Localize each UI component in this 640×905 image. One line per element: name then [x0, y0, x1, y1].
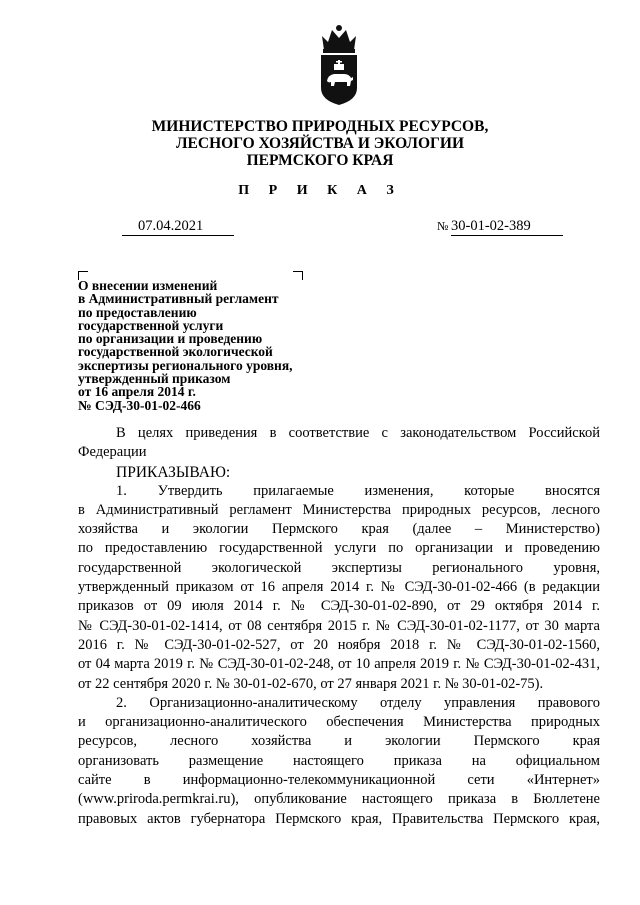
subject-line: по предоставлению: [78, 304, 197, 320]
paragraph-1-line: № СЭД-30-01-02-1414, от 08 сентября 2015 г. № СЭД-30-01-02-1177, от 30 марта: [78, 617, 600, 634]
subject-line: в Административный регламент: [78, 291, 279, 307]
perm-krai-coat-of-arms-icon: [318, 24, 360, 106]
subject-line: государственной услуги: [78, 317, 224, 333]
paragraph-1-line: 1. Утвердить прилагаемые изменения, которые вносятся: [116, 482, 600, 499]
subject-line: по организации и проведению: [78, 331, 263, 347]
paragraph-1-line: от 04 марта 2019 г. № СЭД-30-01-02-248, от 10 апреля 2019 г. № СЭД-30-01-02-431,: [78, 656, 600, 673]
paragraph-1-line: 2016 г. № СЭД-30-01-02-527, от 20 ноября 2018 г. № СЭД-30-01-02-1560,: [78, 636, 600, 653]
subject-line: О внесении изменений: [78, 278, 218, 293]
order-subject: [78, 279, 328, 412]
document-type-title: П Р И К А З: [238, 183, 402, 198]
paragraph-1-line: государственной экологической экспертизы регионального уровня,: [78, 559, 600, 576]
paragraph-1-line: по предоставлению государственной услуги по организации и проведению: [78, 540, 600, 557]
order-number: 30-01-02-389: [451, 217, 563, 236]
paragraph-2-line: (www.priroda.permkrai.ru), опубликование настоящего приказа в Бюллетене: [78, 791, 600, 808]
paragraph-2-line: и организационно-аналитического обеспечения Министерства природных: [78, 714, 600, 731]
order-number-label: №: [437, 219, 449, 233]
paragraph-1-line: от 22 сентября 2020 г. № 30-01-02-670, от 27 января 2021 г. № 30-01-02-75).: [78, 675, 544, 692]
paragraph-1-line: в Административный регламент Министерства природных ресурсов, лесного: [78, 501, 600, 518]
ministry-name-line: МИНИСТЕРСТВО ПРИРОДНЫХ РЕСУРСОВ,: [151, 118, 489, 135]
paragraph-2-line: сайте в информационно-телекоммуникационной сети «Интернет»: [78, 772, 600, 789]
ministry-name-line: ПЕРМСКОГО КРАЯ: [246, 152, 394, 169]
paragraph-1-line: приказов от 09 июля 2014 г. № СЭД-30-01-02-890, от 29 октября 2014 г.: [78, 598, 600, 615]
subject-line: № СЭД-30-01-02-466: [78, 397, 201, 413]
paragraph-2-line: правовых актов губернатора Пермского края, Правительства Пермского края,: [78, 810, 600, 827]
paragraph-2-line: ресурсов, лесного хозяйства и экологии Пермского края: [78, 733, 600, 750]
paragraph-1-line: хозяйства и экологии Пермского края (далее – Министерство): [78, 521, 600, 538]
paragraph-2-line: 2. Организационно-аналитическому отделу управления правового: [116, 694, 600, 711]
subject-line: государственной экологической: [78, 344, 273, 360]
ministry-name: [0, 118, 640, 169]
subject-line: экспертизы регионального уровня,: [78, 357, 293, 373]
subject-line: утвержденный приказом: [78, 371, 231, 387]
order-date: 07.04.2021: [122, 217, 234, 236]
intro-line: В целях приведения в соответствие с законодательством Российской: [116, 425, 600, 441]
ministry-name-line: ЛЕСНОГО ХОЗЯЙСТВА И ЭКОЛОГИИ: [175, 135, 465, 152]
order-body: [78, 424, 600, 829]
paragraph-1-line: утвержденный приказом от 16 апреля 2014 г. № СЭД-30-01-02-466 (в редакции: [78, 579, 600, 596]
intro-line: Федерации: [78, 444, 147, 461]
paragraph-2-line: организовать размещение настоящего приказа на официальном: [78, 752, 600, 769]
prikazyvayu-heading: ПРИКАЗЫВАЮ:: [116, 463, 231, 481]
subject-line: от 16 апреля 2014 г.: [78, 384, 196, 400]
